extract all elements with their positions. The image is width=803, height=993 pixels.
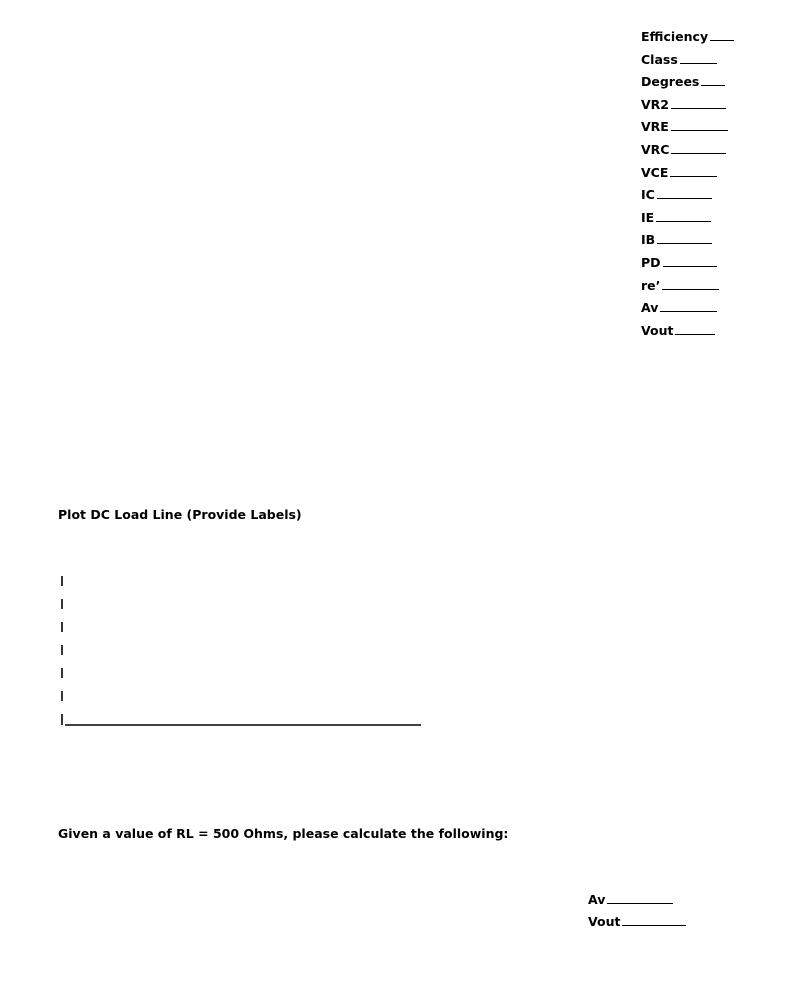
answer-row <box>641 184 734 207</box>
answer-blank-line[interactable] <box>675 322 715 335</box>
calc-section-title: Given a value of RL = 500 Ohms, please calculate the following: <box>58 826 509 841</box>
answer-row <box>641 275 734 298</box>
answer-blank-line[interactable] <box>657 186 712 199</box>
answer-row <box>641 252 734 275</box>
answer-blank-line[interactable] <box>671 96 726 109</box>
answer-label: IE <box>641 209 655 225</box>
answer-row <box>641 116 734 139</box>
calc-blank-line[interactable] <box>622 913 686 926</box>
answer-label: Av <box>641 300 659 316</box>
answer-row <box>641 26 734 49</box>
answer-blank-line[interactable] <box>657 231 712 244</box>
calc-row <box>588 889 686 911</box>
plot-section-title: Plot DC Load Line (Provide Labels) <box>58 507 302 522</box>
answer-label: Vout <box>641 322 674 338</box>
answer-row <box>641 71 734 94</box>
calc-blanks-list <box>588 889 686 933</box>
answer-label: VRE <box>641 119 669 135</box>
answer-label: Degrees <box>641 74 700 90</box>
answer-row <box>641 139 734 162</box>
answer-blank-line[interactable] <box>670 164 717 177</box>
answer-label: VRC <box>641 141 670 157</box>
answer-blank-line[interactable] <box>701 73 725 86</box>
answer-label: Efficiency <box>641 29 709 44</box>
answer-label: PD <box>641 254 661 270</box>
calc-label: Vout <box>588 914 621 929</box>
answer-blanks-list <box>641 26 734 342</box>
calc-label: Av <box>588 892 606 907</box>
answer-row <box>641 320 734 343</box>
answer-label: Class <box>641 51 678 67</box>
answer-row <box>641 207 734 230</box>
answer-blank-line[interactable] <box>660 299 717 312</box>
blank-load-line-axes <box>60 572 425 730</box>
answer-label: VR2 <box>641 96 669 112</box>
answer-row <box>641 94 734 117</box>
answer-blank-line[interactable] <box>671 118 728 131</box>
answer-row <box>641 162 734 185</box>
answer-row <box>641 49 734 72</box>
answer-label: IB <box>641 232 656 248</box>
answer-blank-line[interactable] <box>656 209 711 222</box>
answer-blank-line[interactable] <box>680 51 717 64</box>
answer-blank-line[interactable] <box>671 141 726 154</box>
calc-row <box>588 911 686 933</box>
answer-blank-line[interactable] <box>710 28 734 41</box>
answer-row <box>641 297 734 320</box>
answer-label: VCE <box>641 164 669 180</box>
answer-blank-line[interactable] <box>663 254 717 267</box>
calc-blank-line[interactable] <box>607 891 673 904</box>
answer-blank-line[interactable] <box>662 277 719 290</box>
answer-label: IC <box>641 187 655 203</box>
answer-label: re’ <box>641 277 661 293</box>
answer-row <box>641 229 734 252</box>
